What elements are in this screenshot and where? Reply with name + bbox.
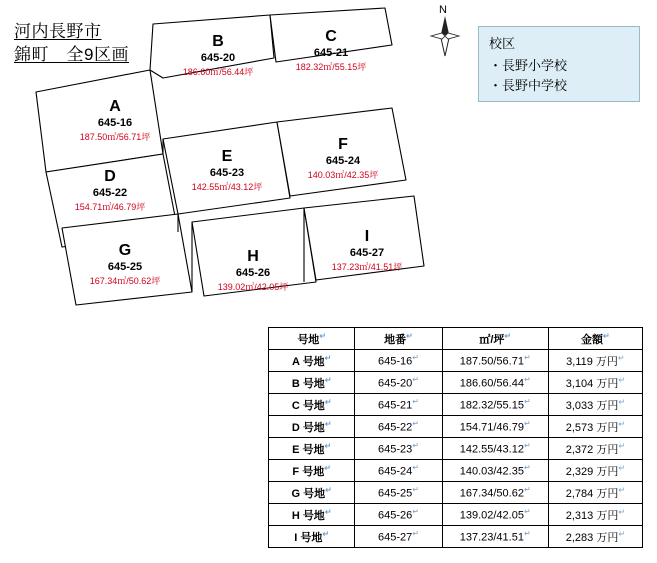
- cell-price: 2,573 万円↵: [548, 416, 642, 438]
- lot-code-h: 645-26: [235, 267, 271, 279]
- table-row: [269, 504, 643, 526]
- cell-lot: D 号地↵: [269, 416, 355, 438]
- cell-lot: I 号地↵: [269, 526, 355, 548]
- lot-code-d: 645-22: [92, 187, 128, 199]
- lot-shape-e: [163, 122, 290, 214]
- school-district-heading: 校区: [489, 36, 516, 51]
- cell-lot: A 号地↵: [269, 350, 355, 372]
- cell-lot: F 号地↵: [269, 460, 355, 482]
- lot-letter-a: A: [109, 98, 121, 115]
- cell-chiban: 645-21↵: [355, 394, 442, 416]
- school-item-elementary: ・長野小学校: [489, 58, 568, 73]
- lot-letter-g: G: [118, 242, 132, 259]
- table-row: [269, 438, 643, 460]
- lot-area-g: 167.34㎡/50.62坪: [89, 276, 161, 286]
- lot-code-e: 645-23: [209, 167, 245, 179]
- cell-lot: G 号地↵: [269, 482, 355, 504]
- lot-layout-diagram: [0, 0, 470, 330]
- cell-area: 142.55/43.12↵: [442, 438, 548, 460]
- cell-area: 139.02/42.05↵: [442, 504, 548, 526]
- price-table-wrapper: [268, 327, 643, 548]
- lot-shape-h: [192, 208, 316, 296]
- lot-code-a: 645-16: [97, 117, 133, 129]
- price-table: [268, 327, 643, 548]
- table-header-row: [269, 328, 643, 350]
- cell-chiban: 645-25↵: [355, 482, 442, 504]
- cell-chiban: 645-27↵: [355, 526, 442, 548]
- lot-shape-b: [150, 15, 274, 78]
- cell-lot: B 号地↵: [269, 372, 355, 394]
- school-item-junior-high: ・長野中学校: [489, 78, 568, 93]
- school-district-box: [478, 26, 640, 102]
- cell-lot: H 号地↵: [269, 504, 355, 526]
- cell-price: 3,033 万円↵: [548, 394, 642, 416]
- table-row: [269, 460, 643, 482]
- lot-shape-g: [62, 214, 192, 305]
- lot-code-b: 645-20: [200, 52, 236, 64]
- cell-chiban: 645-20↵: [355, 372, 442, 394]
- lot-area-h: 139.02㎡/42.05坪: [217, 282, 289, 292]
- lot-letter-h: H: [247, 248, 259, 265]
- lot-shape-f: [277, 108, 406, 196]
- lot-area-b: 186.60㎡/56.44坪: [182, 67, 254, 77]
- lot-code-c: 645-21: [313, 47, 349, 59]
- lot-area-f: 140.03㎡/42.35坪: [307, 170, 379, 180]
- cell-lot: C 号地↵: [269, 394, 355, 416]
- lot-letter-d: D: [104, 168, 116, 185]
- cell-area: 137.23/41.51↵: [442, 526, 548, 548]
- cell-chiban: 645-16↵: [355, 350, 442, 372]
- lot-area-a: 187.50㎡/56.71坪: [79, 132, 151, 142]
- lot-letter-i: I: [364, 228, 370, 245]
- table-row: [269, 526, 643, 548]
- table-row: [269, 416, 643, 438]
- cell-lot: E 号地↵: [269, 438, 355, 460]
- cell-price: 2,372 万円↵: [548, 438, 642, 460]
- cell-chiban: 645-23↵: [355, 438, 442, 460]
- lot-area-e: 142.55㎡/43.12坪: [191, 182, 263, 192]
- table-header-chiban: 地番↵: [355, 328, 442, 350]
- cell-area: 167.34/50.62↵: [442, 482, 548, 504]
- cell-chiban: 645-26↵: [355, 504, 442, 526]
- table-row: [269, 350, 643, 372]
- cell-area: 154.71/46.79↵: [442, 416, 548, 438]
- cell-area: 140.03/42.35↵: [442, 460, 548, 482]
- table-header-lot: 号地↵: [269, 328, 355, 350]
- lot-letter-b: B: [212, 33, 224, 50]
- table-row: [269, 394, 643, 416]
- cell-area: 186.60/56.44↵: [442, 372, 548, 394]
- lot-shape-i: [304, 196, 424, 280]
- table-row: [269, 482, 643, 504]
- cell-price: 2,313 万円↵: [548, 504, 642, 526]
- lot-letter-f: F: [338, 136, 348, 153]
- table-header-price: 金額↵: [548, 328, 642, 350]
- page-title-line-1: 河内長野市: [14, 22, 102, 41]
- cell-area: 187.50/56.71↵: [442, 350, 548, 372]
- lot-area-i: 137.23㎡/41.51坪: [331, 262, 403, 272]
- cell-price: 3,104 万円↵: [548, 372, 642, 394]
- cell-price: 3,119 万円↵: [548, 350, 642, 372]
- cell-chiban: 645-24↵: [355, 460, 442, 482]
- cell-price: 2,283 万円↵: [548, 526, 642, 548]
- page-title-line-2: 錦町 全9区画: [14, 45, 129, 64]
- cell-price: 2,784 万円↵: [548, 482, 642, 504]
- lot-letter-c: C: [325, 28, 337, 45]
- cell-chiban: 645-22↵: [355, 416, 442, 438]
- lot-code-f: 645-24: [325, 155, 361, 167]
- cell-area: 182.32/55.15↵: [442, 394, 548, 416]
- cell-price: 2,329 万円↵: [548, 460, 642, 482]
- table-header-area: ㎡/坪↵: [442, 328, 548, 350]
- lot-shape-c: [270, 8, 392, 62]
- lot-letter-e: E: [221, 148, 233, 165]
- lot-area-c: 182.32㎡/55.15坪: [295, 62, 367, 72]
- lot-code-i: 645-27: [349, 247, 385, 259]
- table-row: [269, 372, 643, 394]
- lot-code-g: 645-25: [107, 261, 143, 273]
- compass-north-label: N: [439, 4, 447, 16]
- lot-area-d: 154.71㎡/46.79坪: [74, 202, 146, 212]
